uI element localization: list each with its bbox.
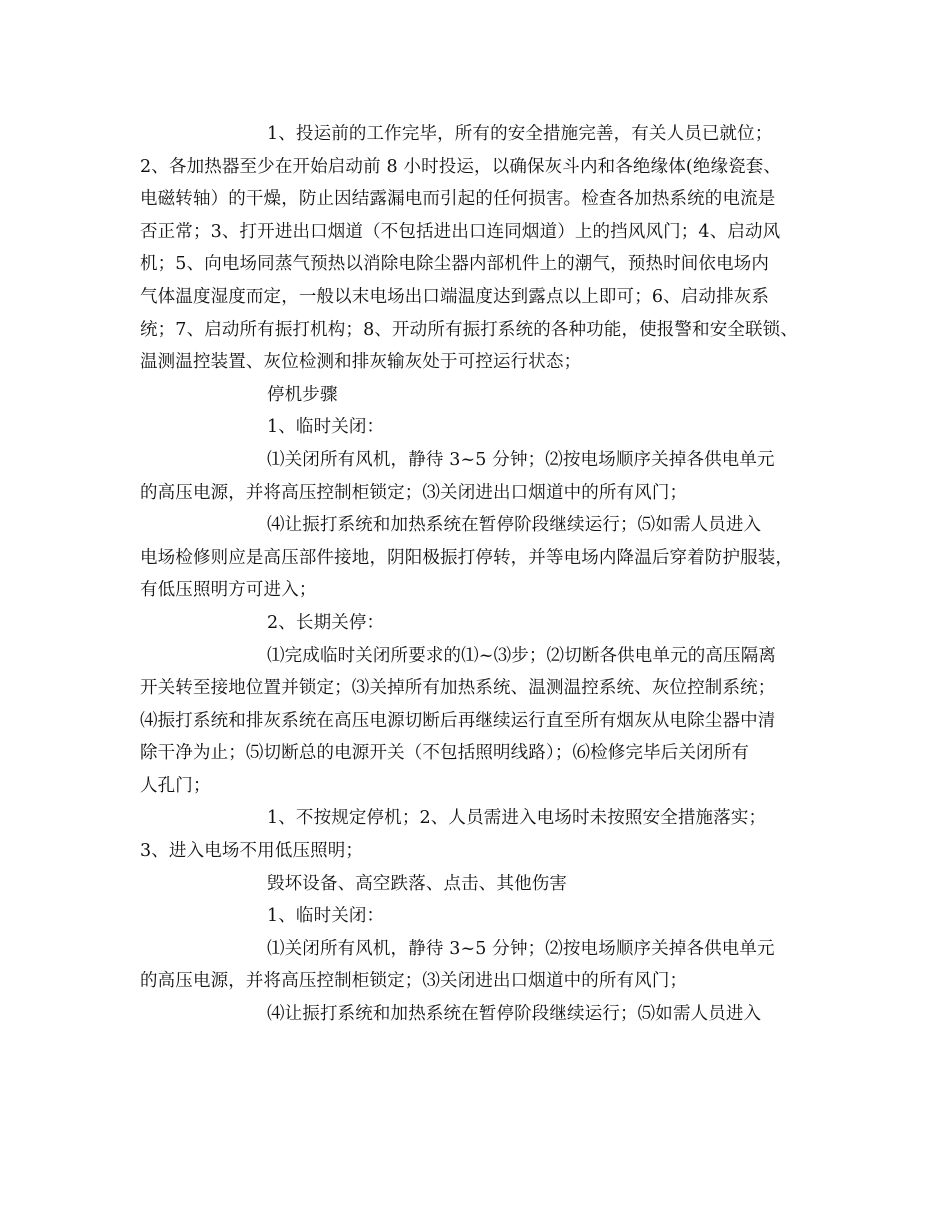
- text-line: 1、投运前的工作完毕，所有的安全措施完善，有关人员已就位；: [267, 124, 773, 144]
- subsection-heading: 2、长期关停：: [267, 612, 385, 633]
- text-line: 1、不按规定停机；2、人员需进入电场时未按照安全措施落实；: [267, 808, 767, 829]
- text-line: ⑴关闭所有风机，静待 3~5 分钟；⑵按电场顺序关掉各供电单元: [267, 938, 775, 959]
- text-line: 否正常；3、打开进出口烟道（不包括进出口连同烟道）上的挡风风门；4、启动风: [140, 221, 781, 242]
- text-line: 开关转至接地位置并锁定；⑶关掉所有加热系统、温测温控系统、灰位控制系统；: [140, 678, 776, 699]
- text-line: 的高压电源，并将高压控制柜锁定；⑶关闭进出口烟道中的所有风门；: [140, 971, 688, 992]
- text-line: ⑴关闭所有风机，静待 3~5 分钟；⑵按电场顺序关掉各供电单元: [267, 449, 775, 470]
- text-line: ⑷让振打系统和加热系统在暂停阶段继续运行；⑸如需人员进入: [267, 515, 762, 536]
- text-line: ⑷振打系统和排灰系统在高压电源切断后再继续运行直至所有烟灰从电除尘器中清: [140, 710, 776, 731]
- text-line: 气体温度湿度而定，一般以末电场出口端温度达到露点以上即可；6、启动排灰系: [140, 286, 770, 307]
- document-body: [140, 118, 812, 1031]
- text-line: ⑴完成临时关闭所要求的⑴~⑶步；⑵切断各供电单元的高压隔离: [267, 645, 777, 666]
- text-line: 有低压照明方可进入；: [140, 580, 317, 601]
- text-line: 统；7、启动所有振打机构；8、开动所有振打系统的各种功能，使报警和安全联锁、: [140, 319, 798, 340]
- text-line: 3、进入电场不用低压照明；: [140, 841, 364, 862]
- section-heading: 毁坏设备、高空跌落、点击、其他伤害: [267, 873, 568, 894]
- text-line: 机；5、向电场同蒸气预热以消除电除尘器内部机件上的潮气，预热时间依电场内: [140, 254, 770, 275]
- text-line: 电磁转轴）的干燥，防止因结露漏电而引起的任何损害。检查各加热系统的电流是: [140, 189, 776, 210]
- text-line: 温测温控装置、灰位检测和排灰输灰处于可控运行状态；: [140, 352, 582, 373]
- text-line: 的高压电源，并将高压控制柜锁定；⑶关闭进出口烟道中的所有风门；: [140, 482, 688, 503]
- text-line: 人孔门；: [140, 775, 211, 796]
- text-line: 2、各加热器至少在开始启动前 8 小时投运，以确保灰斗内和各绝缘体(绝缘瓷套、: [140, 156, 782, 177]
- text-line: ⑷让振打系统和加热系统在暂停阶段继续运行；⑸如需人员进入: [267, 1004, 762, 1025]
- text-line: 电场检修则应是高压部件接地，阴阳极振打停转，并等电场内降温后穿着防护服装，: [140, 547, 794, 568]
- text-line: 除干净为止；⑸切断总的电源开关（不包括照明线路）；⑹检修完毕后关闭所有: [140, 743, 749, 764]
- subsection-heading: 1、临时关闭：: [267, 417, 385, 438]
- section-heading: 停机步骤: [267, 384, 338, 405]
- subsection-heading: 1、临时关闭：: [267, 906, 385, 927]
